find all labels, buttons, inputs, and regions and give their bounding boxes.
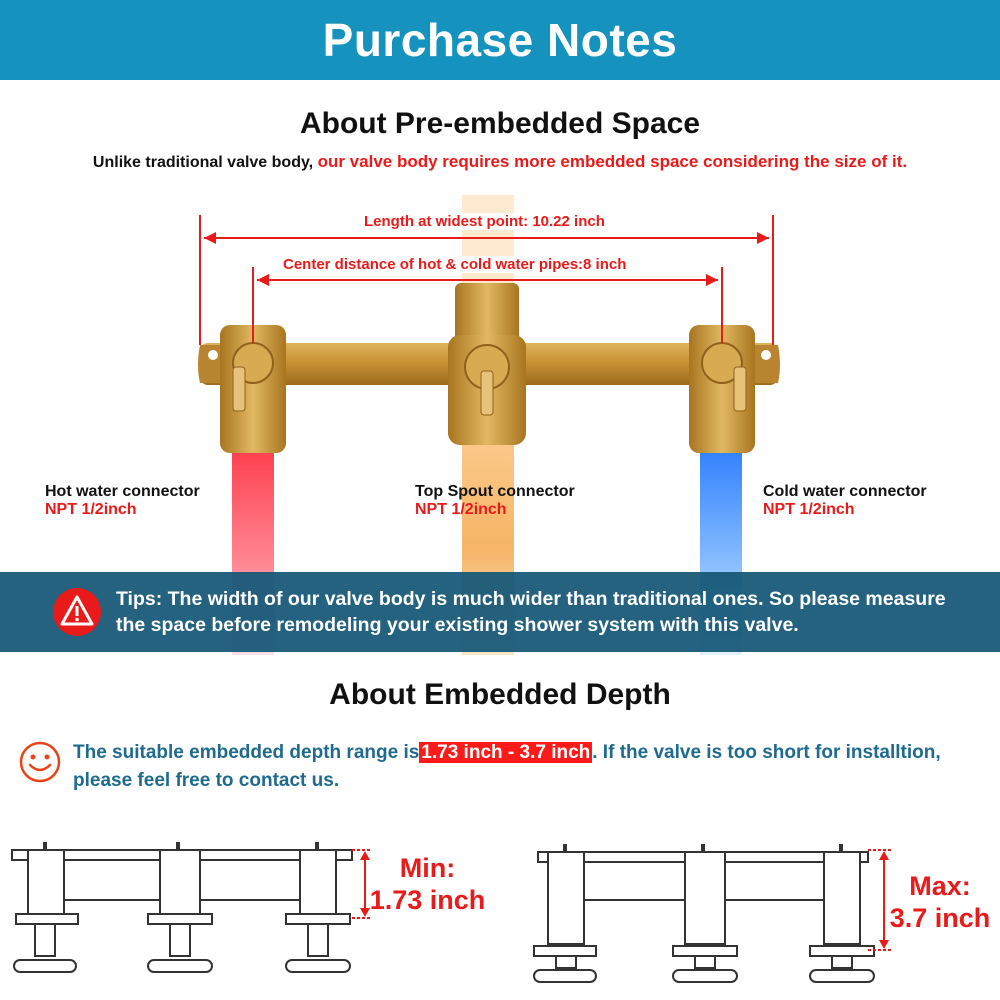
intro-text (0, 152, 1000, 172)
smiley-icon (19, 741, 61, 783)
left-mount-hole (208, 350, 218, 360)
header-banner (0, 0, 1000, 80)
tips-text: Tips: The width of our valve body is much wider than traditional ones. So please measure the space before remodeling your existing shower system with this valve. (116, 588, 946, 636)
depth-range-highlight: 1.73 inch - 3.7 inch (421, 742, 591, 763)
min-depth-label: Min: 1.73 inch (369, 853, 486, 915)
cold-stem (734, 367, 746, 411)
widest-arrow-right (757, 232, 769, 244)
page-title: Purchase Notes (322, 14, 678, 66)
spout-connector-label: Top Spout connector NPT 1/2inch (415, 483, 575, 518)
center-arrow-left (257, 274, 269, 286)
center-stem (481, 371, 493, 415)
center-distance-label: Center distance of hot & cold water pipes:8 inch (279, 256, 630, 273)
section-title-pre-embedded: About Pre-embedded Space (299, 107, 701, 140)
warning-icon (52, 587, 102, 637)
widest-arrow-left (204, 232, 216, 244)
intro-red: our valve body requires more embedded space considering the size of it. (317, 152, 908, 171)
depth-description: The suitable embedded depth range is 1.73 inch - 3.7 inch . If the valve is too short for installtion, please feel free to contact us. (73, 742, 941, 791)
hot-stem (233, 367, 245, 411)
min-depth-diagram (10, 838, 390, 988)
center-arrow-right (706, 274, 718, 286)
intro-plain: Unlike traditional valve body, (92, 154, 318, 171)
max-depth-diagram (530, 838, 900, 990)
widest-length-label: Length at widest point: 10.22 inch (360, 213, 609, 230)
max-depth-label: Max: 3.7 inch (889, 871, 991, 933)
hot-connector-label: Hot water connector NPT 1/2inch (45, 483, 200, 518)
section-title-embedded-depth: About Embedded Depth (329, 678, 671, 711)
cold-connector-label: Cold water connector NPT 1/2inch (763, 483, 927, 518)
right-mount-hole (761, 350, 771, 360)
